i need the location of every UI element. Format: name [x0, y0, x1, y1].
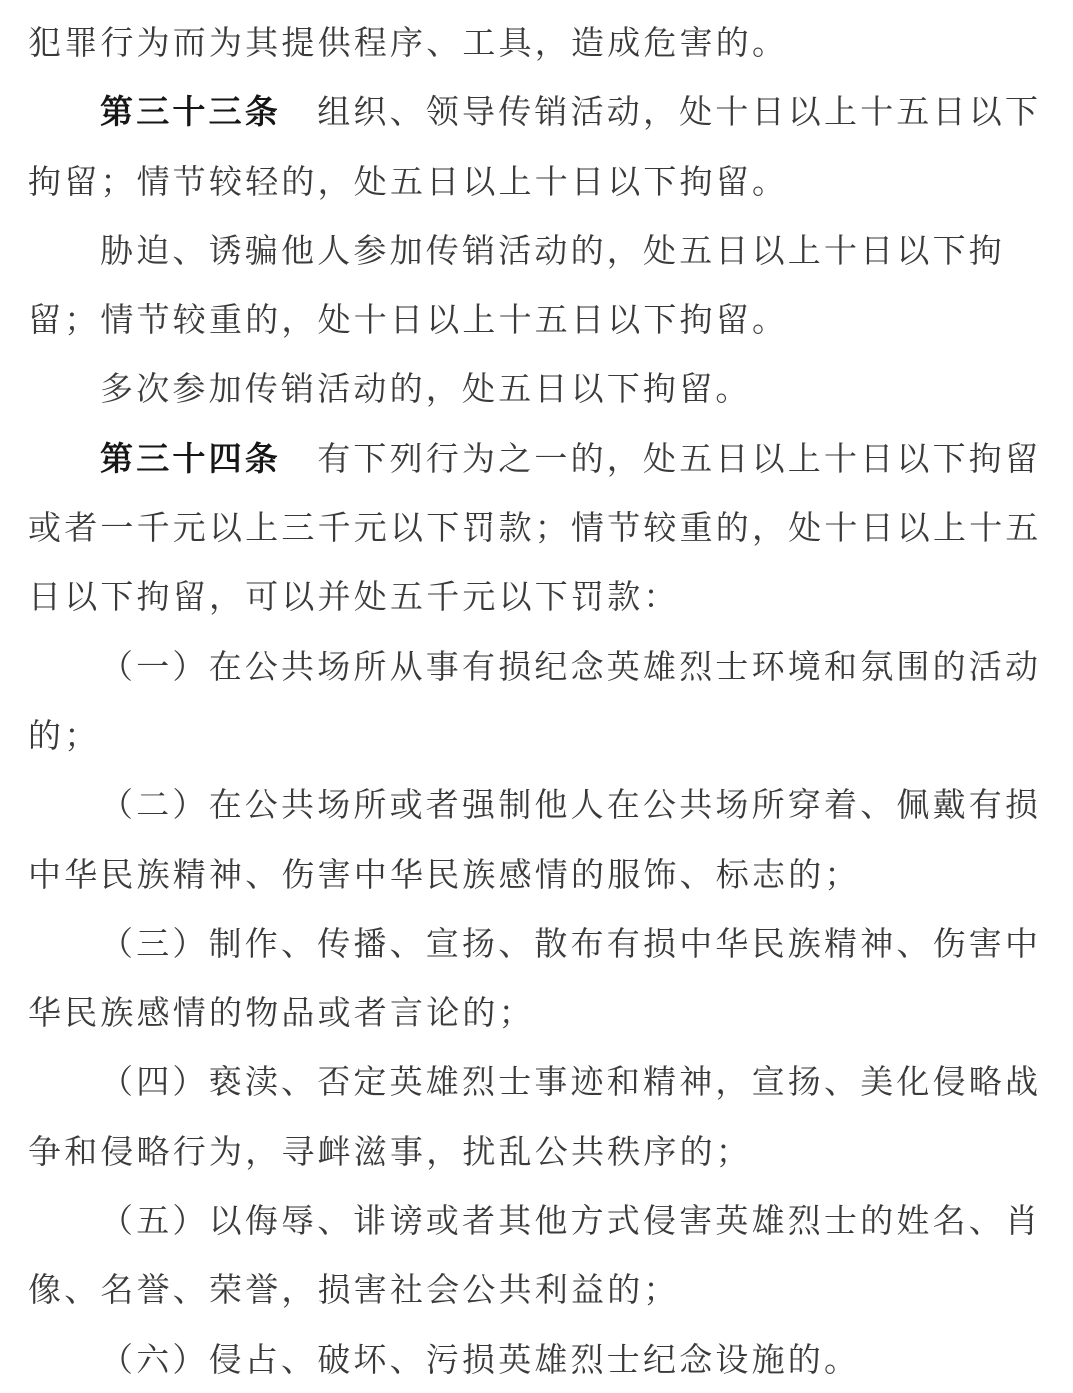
text-line — [28, 1327, 1045, 1393]
line-text: 华民族感情的物品或者言论的； — [28, 996, 535, 1033]
line-text: 多次参加传销活动的，处五日以下拘留。 — [100, 372, 752, 409]
text-line — [28, 842, 1045, 911]
line-text: 或者一千元以上三千元以下罚款；情节较重的，处十日以上十五 — [28, 511, 1042, 548]
line-text: （三）制作、传播、宣扬、散布有损中华民族精神、伤害中 — [100, 926, 1042, 963]
line-text: （四）亵渎、否定英雄烈士事迹和精神，宣扬、美化侵略战 — [100, 1065, 1042, 1102]
line-text: 像、名誉、荣誉，损害社会公共利益的； — [28, 1273, 680, 1310]
text-line — [28, 149, 1045, 218]
line-text: 中华民族精神、伤害中华民族感情的服饰、标志的； — [28, 857, 861, 894]
article-number: 第三十四条 — [100, 441, 281, 478]
text-line — [28, 772, 1045, 841]
article-line — [28, 79, 1045, 148]
line-text: （六）侵占、破坏、污损英雄烈士纪念设施的。 — [100, 1342, 861, 1379]
line-text: 胁迫、诱骗他人参加传销活动的，处五日以上十日以下拘 — [100, 233, 1005, 270]
text-line — [28, 287, 1045, 356]
text-line — [28, 703, 1045, 772]
text-line — [28, 1257, 1045, 1326]
text-line — [28, 1119, 1045, 1188]
text-line — [28, 634, 1045, 703]
line-text: 拘留；情节较轻的，处五日以上十日以下拘留。 — [28, 164, 789, 201]
text-line — [28, 980, 1045, 1049]
line-text: 的； — [28, 718, 101, 755]
line-text: 争和侵略行为，寻衅滋事，扰乱公共秩序的； — [28, 1134, 752, 1171]
text-line — [28, 564, 1045, 633]
text-line — [28, 1188, 1045, 1257]
line-text: （二）在公共场所或者强制他人在公共场所穿着、佩戴有损 — [100, 788, 1042, 825]
document-body — [28, 10, 1045, 1393]
text-line — [28, 1049, 1045, 1118]
article-number: 第三十三条 — [100, 95, 281, 132]
text-line — [28, 218, 1045, 287]
line-text: 犯罪行为而为其提供程序、工具，造成危害的。 — [28, 26, 789, 62]
line-text: 留；情节较重的，处十日以上十五日以下拘留。 — [28, 303, 789, 340]
line-text: 日以下拘留，可以并处五千元以下罚款： — [28, 580, 680, 617]
line-text: 有下列行为之一的，处五日以上十日以下拘留 — [281, 441, 1042, 478]
line-text: 组织、领导传销活动，处十日以上十五日以下 — [281, 95, 1042, 132]
article-line — [28, 426, 1045, 495]
line-text: （一）在公共场所从事有损纪念英雄烈士环境和氛围的活动 — [100, 649, 1042, 686]
text-line — [28, 911, 1045, 980]
text-line — [28, 10, 1045, 79]
text-line — [28, 356, 1045, 425]
line-text: （五）以侮辱、诽谤或者其他方式侵害英雄烈士的姓名、肖 — [100, 1204, 1042, 1241]
text-line — [28, 495, 1045, 564]
